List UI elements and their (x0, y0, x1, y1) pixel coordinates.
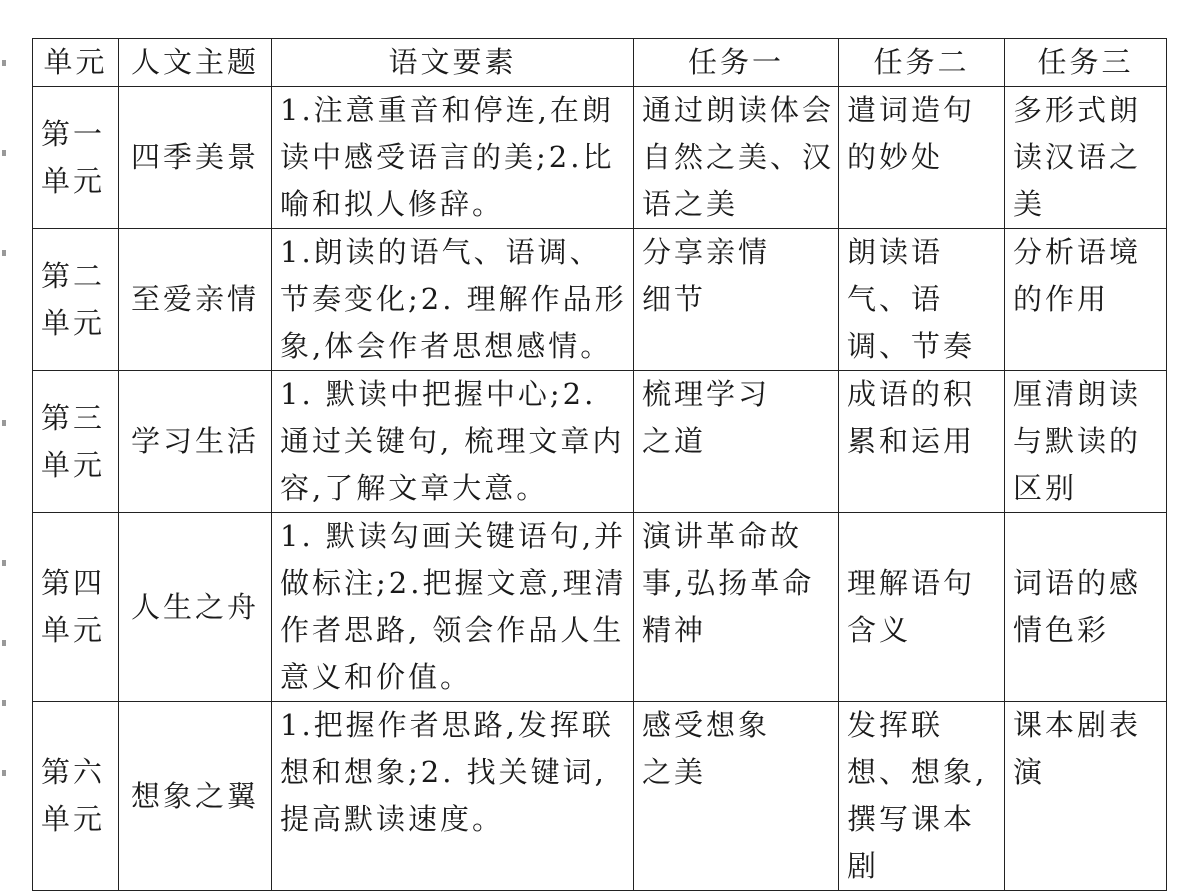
elements-cell: 1. 默读中把握中心;2. 通过关键句, 梳理文章内容,了解文章大意。 (272, 371, 634, 513)
unit-cell: 第二 单元 (33, 229, 119, 371)
unit-cell: 第六 单元 (33, 702, 119, 891)
task2-cell: 朗读语气、语调、节奏 (839, 229, 1005, 371)
task3-cell: 分析语境的作用 (1005, 229, 1167, 371)
theme-cell: 四季美景 (119, 87, 272, 229)
task1-cell: 通过朗读体会自然之美、汉语之美 (634, 87, 839, 229)
header-task2: 任务二 (839, 39, 1005, 87)
header-task3: 任务三 (1005, 39, 1167, 87)
table-header-row (33, 39, 1167, 87)
elements-cell: 1.注意重音和停连,在朗读中感受语言的美;2.比喻和拟人修辞。 (272, 87, 634, 229)
header-elements: 语文要素 (272, 39, 634, 87)
task1-cell: 分享亲情 细节 (634, 229, 839, 371)
page-edge-marks (0, 0, 10, 853)
task2-cell: 理解语句含义 (839, 513, 1005, 702)
header-unit: 单元 (33, 39, 119, 87)
task1-cell: 梳理学习 之道 (634, 371, 839, 513)
unit-cell: 第三 单元 (33, 371, 119, 513)
theme-cell: 想象之翼 (119, 702, 272, 891)
theme-cell: 学习生活 (119, 371, 272, 513)
task1-cell: 演讲革命故事,弘扬革命精神 (634, 513, 839, 702)
table-row (33, 702, 1167, 891)
elements-cell: 1.朗读的语气、语调、节奏变化;2. 理解作品形象,体会作者思想感情。 (272, 229, 634, 371)
task3-cell: 厘清朗读与默读的区别 (1005, 371, 1167, 513)
task3-cell: 多形式朗读汉语之美 (1005, 87, 1167, 229)
elements-cell: 1. 默读勾画关键语句,并做标注;2.把握文意,理清作者思路, 领会作品人生意义和价值。 (272, 513, 634, 702)
task2-cell: 发挥联想、想象,撰写课本剧 (839, 702, 1005, 891)
unit-cell: 第四 单元 (33, 513, 119, 702)
task2-cell: 遣词造句的妙处 (839, 87, 1005, 229)
task3-cell: 课本剧表演 (1005, 702, 1167, 891)
table-row (33, 229, 1167, 371)
table-row (33, 513, 1167, 702)
unit-cell: 第一 单元 (33, 87, 119, 229)
task3-cell: 词语的感情色彩 (1005, 513, 1167, 702)
unit-plan-table (32, 38, 1167, 891)
task1-cell: 感受想象 之美 (634, 702, 839, 891)
header-task1: 任务一 (634, 39, 839, 87)
theme-cell: 至爱亲情 (119, 229, 272, 371)
table-row (33, 371, 1167, 513)
theme-cell: 人生之舟 (119, 513, 272, 702)
header-theme: 人文主题 (119, 39, 272, 87)
task2-cell: 成语的积累和运用 (839, 371, 1005, 513)
table-row (33, 87, 1167, 229)
elements-cell: 1.把握作者思路,发挥联想和想象;2. 找关键词,提高默读速度。 (272, 702, 634, 891)
